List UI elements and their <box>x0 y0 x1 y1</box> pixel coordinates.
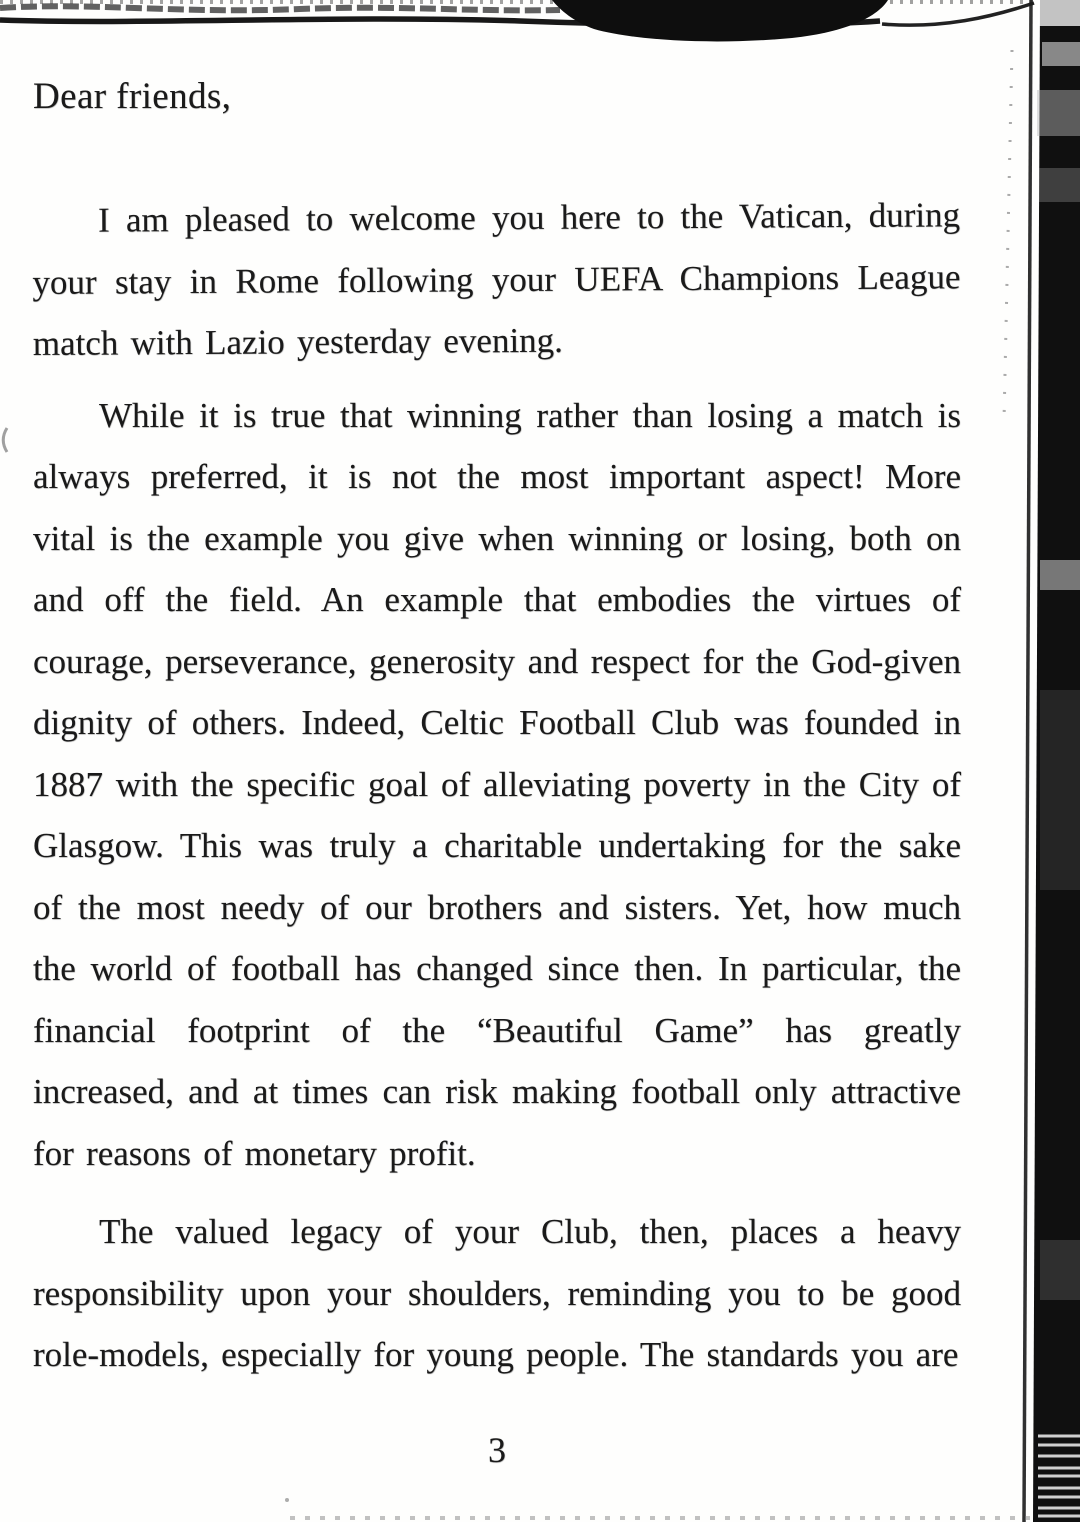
scan-strip-gray-band <box>1040 1240 1080 1300</box>
salutation: Dear friends, <box>33 76 232 117</box>
scan-strip-light-band <box>1040 560 1080 590</box>
scan-strip-speckles <box>1004 50 1012 420</box>
scan-strip-gray-band <box>1040 690 1080 890</box>
scan-strip-barcode <box>1038 1436 1080 1516</box>
paragraph-winning-losing: While it is true that winning rather than losing a match is always preferred, it is not the most important aspect! More vital is the example you give when winning or losing, both on and off the field. An example that embodies the virtues of courage, perseverance, generosity and respect for the God-given dignity of others. Indeed, Celtic Football Club was founded in 1887 with the specific goal of alleviating poverty in the City of Glasgow. This was truly a charitable undertaking for the sake of the most needy of our brothers and sisters. Yet, how much the world of football has changed since then. In particular, the financial footprint of the “Beautiful Game” has greatly increased, and at times can risk making football only attractive for reasons of monetary profit. <box>33 395 961 1173</box>
paragraph-welcome: I am pleased to welcome you here to the Vatican, during your stay in Rome following your UEFA Champions League match with Lazio yesterday evening. <box>32 195 961 364</box>
letter-body <box>33 0 961 1472</box>
scan-left-edge-mark <box>3 428 7 452</box>
scan-right-strip <box>1033 0 1080 1522</box>
page-number: 3 <box>488 1429 506 1470</box>
paragraph-legacy: The valued legacy of your Club, then, places a heavy responsibility upon your shoulders, reminding you to be good role-models, especially for young people. The standards you are <box>33 1212 961 1374</box>
scan-strip-light-patch <box>1037 90 1080 136</box>
scan-strip-light-patch <box>1042 42 1080 66</box>
scan-bottom-dot <box>285 1498 289 1502</box>
scan-strip-gray-patch <box>1039 168 1080 202</box>
scan-right-edge-line <box>1024 0 1031 1522</box>
scan-strip-light-patch <box>1038 0 1080 26</box>
